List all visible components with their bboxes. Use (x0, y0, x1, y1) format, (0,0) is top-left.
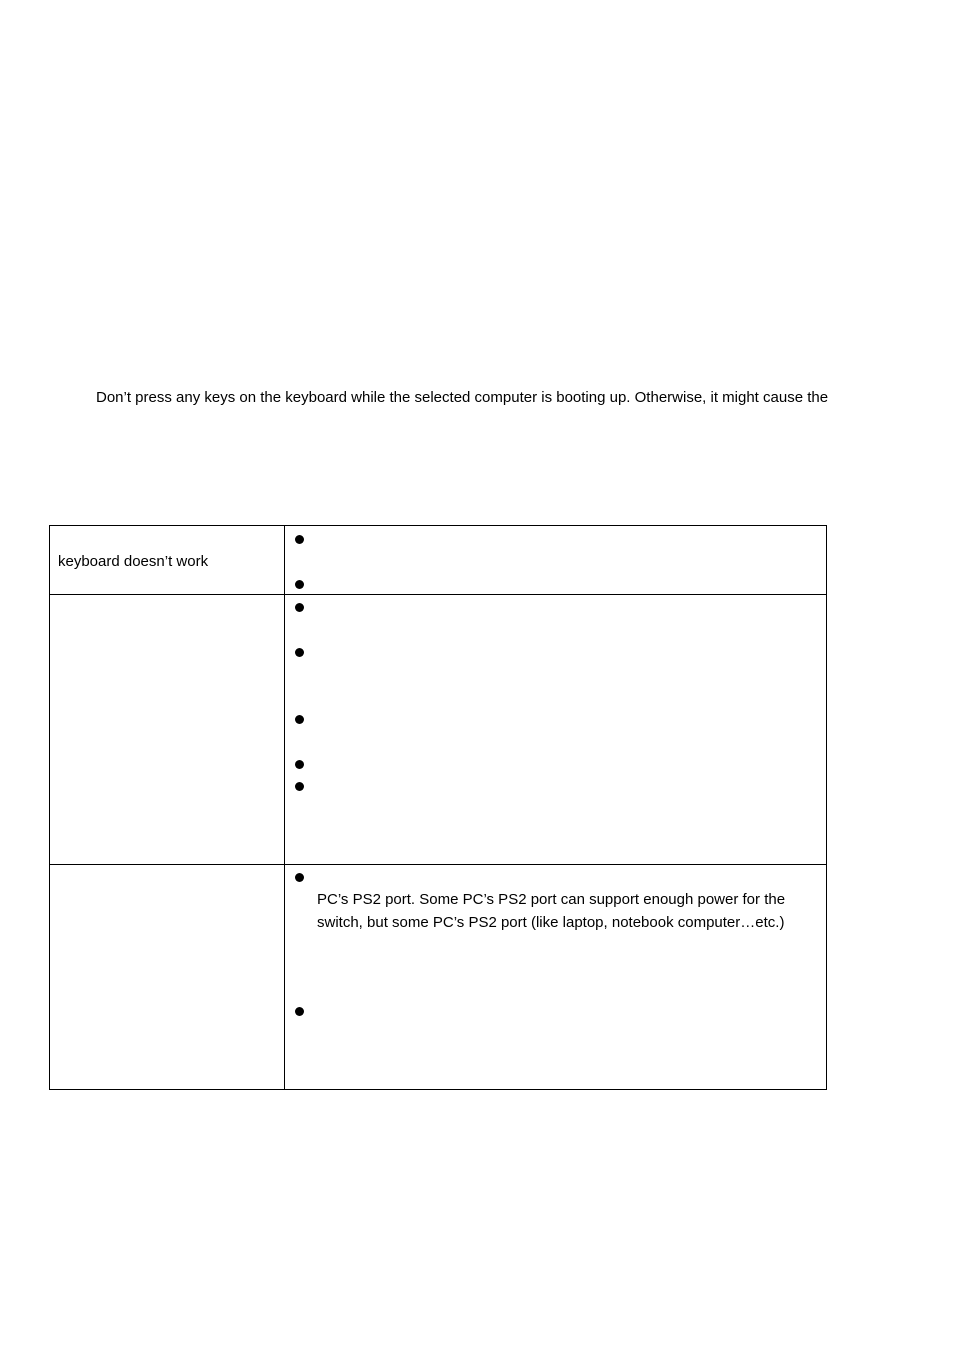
solution-cell (285, 526, 827, 595)
solution-cell (285, 865, 827, 1090)
bullet-icon (295, 535, 304, 544)
table-row (50, 526, 827, 595)
bullet-icon (295, 715, 304, 724)
bullet-icon (295, 760, 304, 769)
bullet-icon (295, 648, 304, 657)
troubleshooting-table (49, 525, 827, 1090)
solution-line: switch, but some PC’s PS2 port (like laptop, notebook computer…etc.) (317, 914, 785, 931)
problem-cell (50, 526, 285, 595)
bullet-icon (295, 782, 304, 791)
solution-cell (285, 595, 827, 865)
bullet-icon (295, 603, 304, 612)
solution-line: PC’s PS2 port. Some PC’s PS2 port can support enough power for the (317, 891, 786, 908)
table-row (50, 595, 827, 865)
keyboard-note: Don’t press any keys on the keyboard while the selected computer is booting up. Otherwise, it might cause the (96, 389, 829, 406)
solution-paragraph (317, 888, 820, 934)
problem-cell (50, 595, 285, 865)
bullet-icon (295, 580, 304, 589)
problem-text: keyboard doesn’t work (58, 553, 209, 570)
bullet-icon (295, 873, 304, 882)
bullet-icon (295, 1007, 304, 1016)
problem-cell (50, 865, 285, 1090)
table-row (50, 865, 827, 1090)
